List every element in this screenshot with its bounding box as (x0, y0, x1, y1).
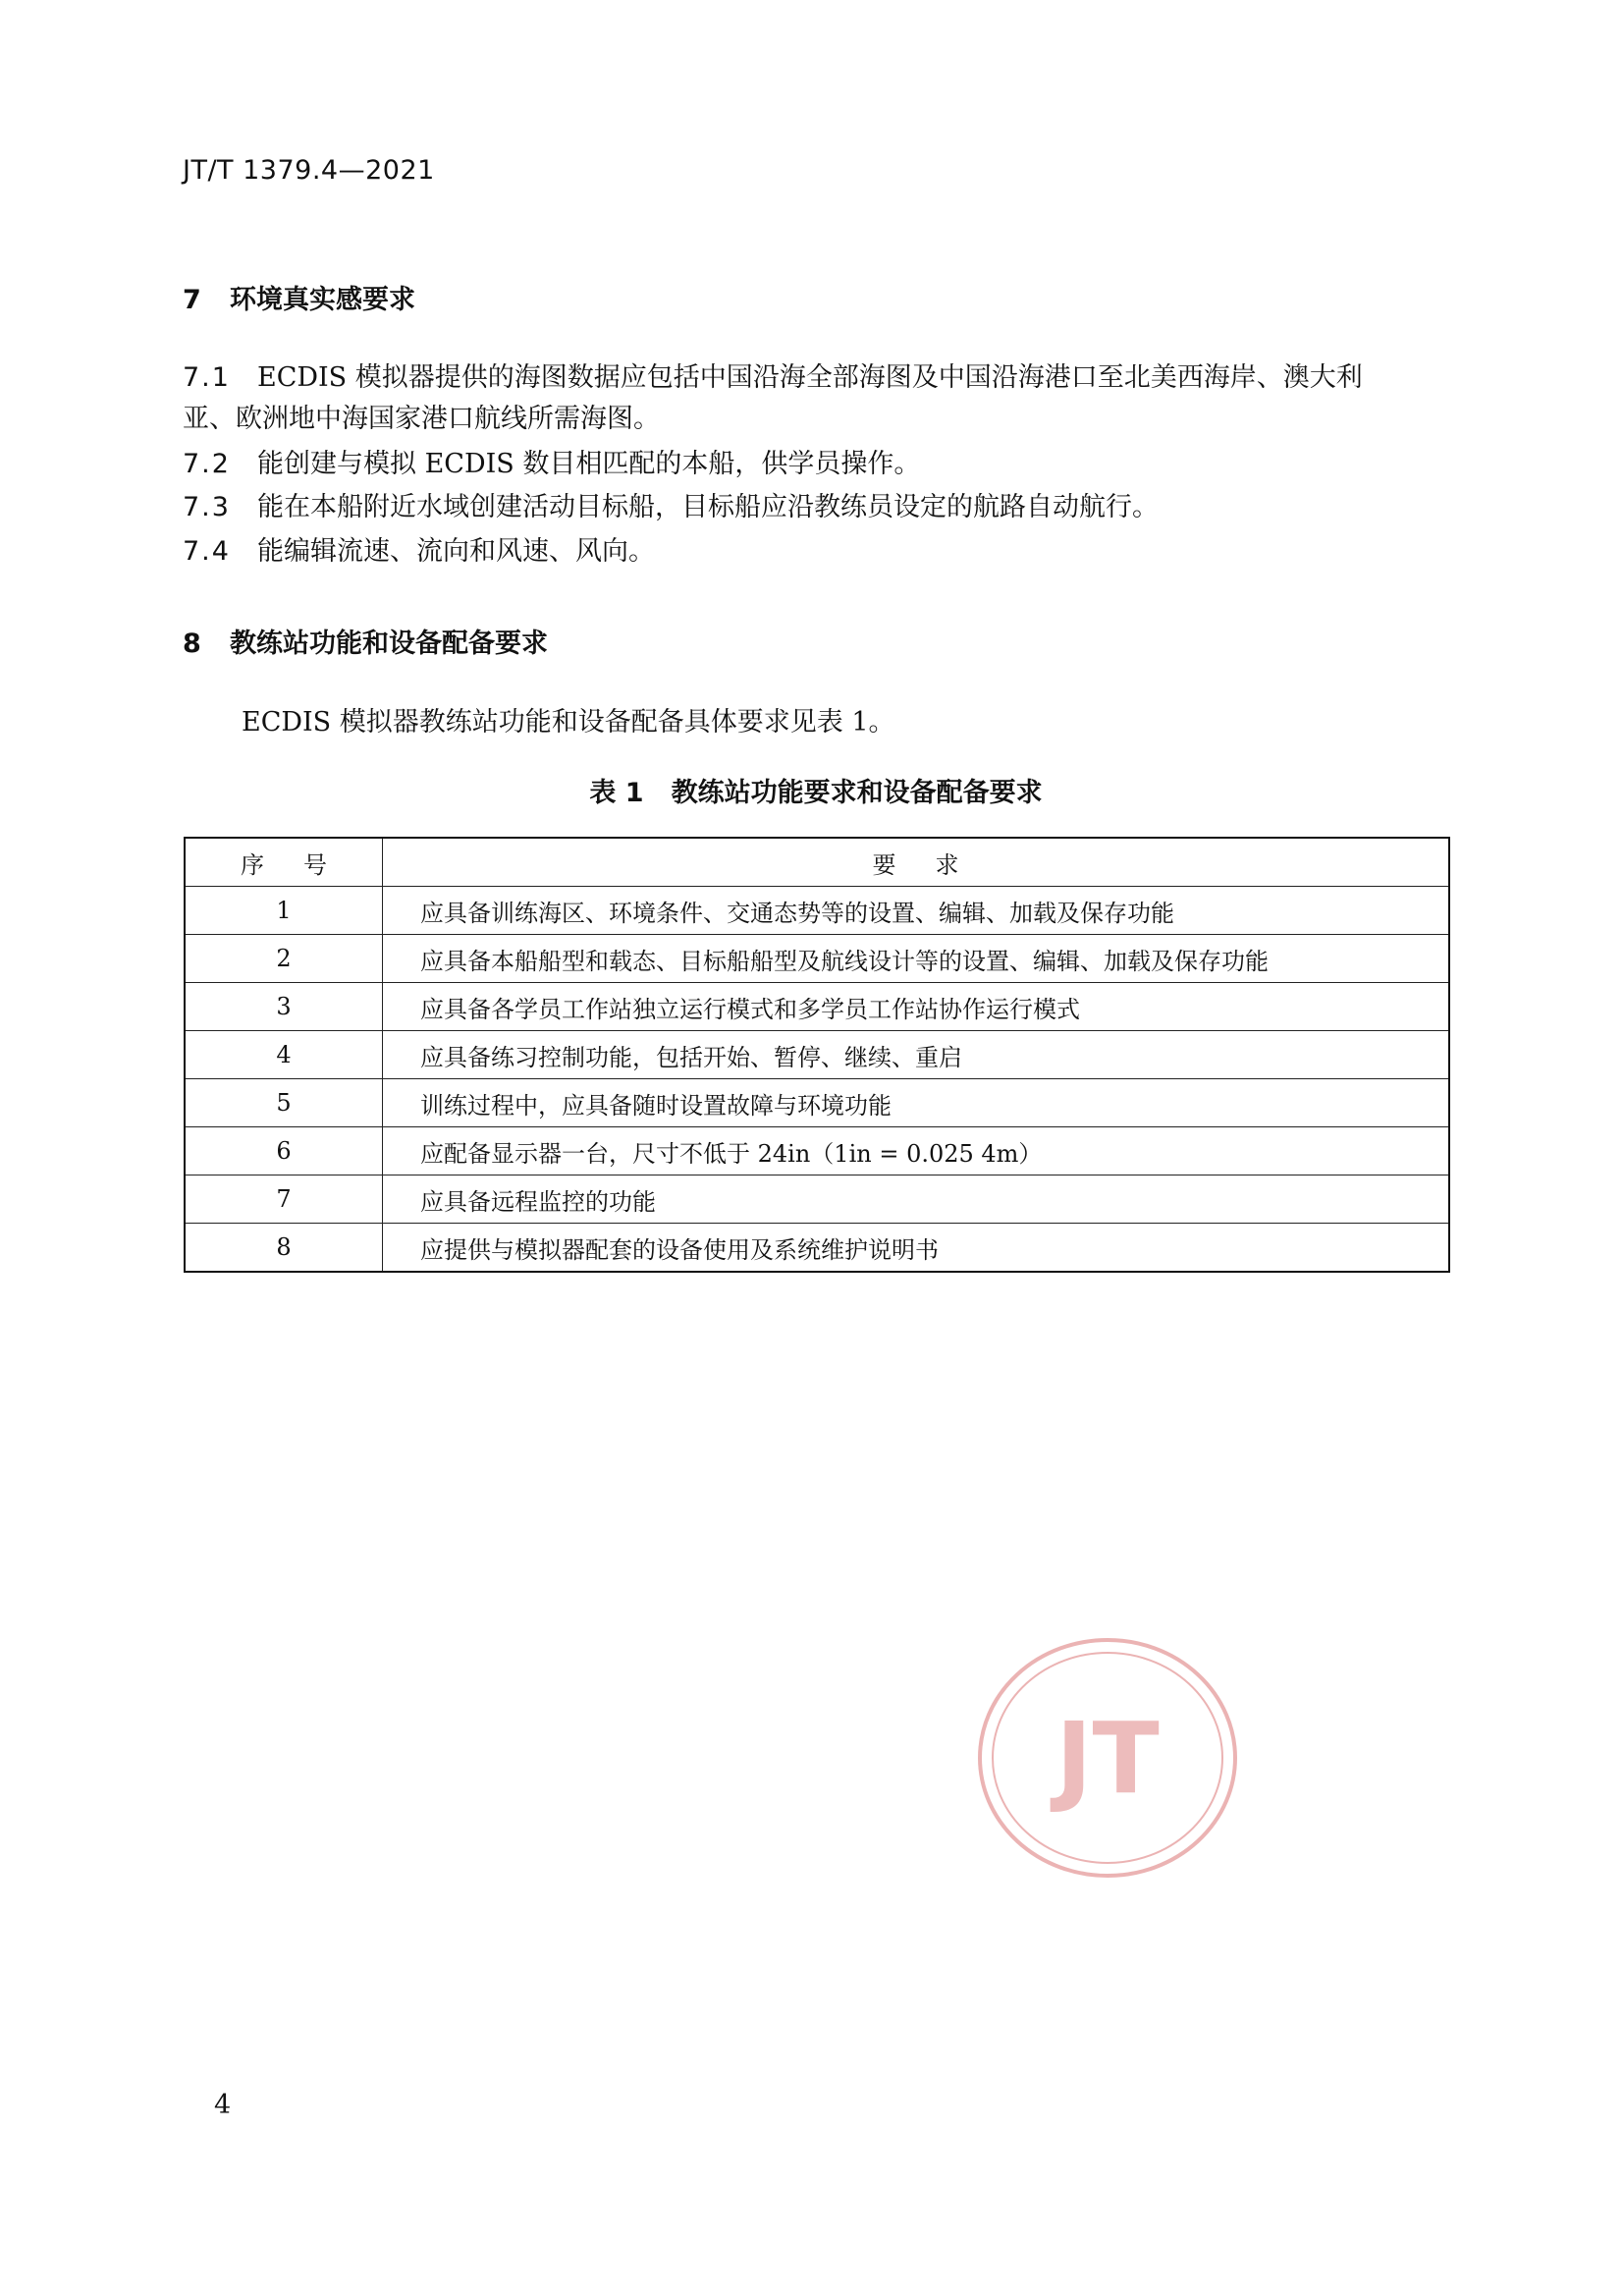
clause-text: 能编辑流速、流向和风速、风向。 (257, 536, 655, 567)
row-requirement: 应具备练习控制功能，包括开始、暂停、继续、重启 (383, 1031, 1450, 1079)
row-requirement: 应具备远程监控的功能 (383, 1175, 1450, 1224)
row-requirement: 应配备显示器一台，尺寸不低于 24in（1in = 0.025 4m） (383, 1127, 1450, 1175)
clause-7-1 (183, 357, 1449, 440)
clause-7-3 (183, 487, 1449, 528)
clause-number: 7.3 (183, 492, 231, 522)
table-row (185, 1224, 1449, 1273)
section-8-number: 8 (183, 629, 201, 659)
clause-text: ECDIS 模拟器提供的海图数据应包括中国沿海全部海图及中国沿海港口至北美西海岸、澳大利 (257, 362, 1363, 393)
jt-seal-watermark (975, 1635, 1240, 1881)
section-8-intro: ECDIS 模拟器教练站功能和设备配备具体要求见表 1。 (242, 707, 895, 738)
standard-code: JT/T 1379.4—2021 (183, 155, 435, 186)
section-8-heading (183, 622, 548, 660)
clause-text: 能创建与模拟 ECDIS 数目相匹配的本船，供学员操作。 (257, 449, 921, 479)
requirements-table (184, 837, 1450, 1273)
header-serial-number: 序号 (185, 838, 383, 887)
row-number: 4 (185, 1031, 383, 1079)
table-row (185, 887, 1449, 935)
row-requirement: 训练过程中，应具备随时设置故障与环境功能 (383, 1079, 1450, 1127)
row-number: 7 (185, 1175, 383, 1224)
table-row (185, 1127, 1449, 1175)
section-7-heading (183, 278, 415, 316)
clause-number: 7.4 (183, 536, 231, 567)
table-row (185, 1175, 1449, 1224)
section-7-number: 7 (183, 285, 201, 315)
table-caption-title: 教练站功能要求和设备配备要求 (671, 778, 1043, 808)
clause-7-4 (183, 531, 1449, 573)
row-number: 6 (185, 1127, 383, 1175)
row-requirement: 应具备本船船型和载态、目标船船型及航线设计等的设置、编辑、加载及保存功能 (383, 935, 1450, 983)
table-row (185, 983, 1449, 1031)
row-number: 2 (185, 935, 383, 983)
clause-text-continued: 亚、欧洲地中海国家港口航线所需海图。 (183, 404, 660, 434)
row-requirement: 应具备各学员工作站独立运行模式和多学员工作站协作运行模式 (383, 983, 1450, 1031)
row-requirement: 应提供与模拟器配套的设备使用及系统维护说明书 (383, 1224, 1450, 1273)
row-number: 1 (185, 887, 383, 935)
seal-text: JT (1055, 1701, 1160, 1816)
table-row (185, 1031, 1449, 1079)
table-header-row (185, 838, 1449, 887)
clause-7-2 (183, 444, 1449, 485)
table-row (185, 935, 1449, 983)
row-number: 3 (185, 983, 383, 1031)
row-number: 5 (185, 1079, 383, 1127)
clause-text: 能在本船附近水域创建活动目标船，目标船应沿教练员设定的航路自动航行。 (257, 492, 1159, 522)
table-caption (183, 771, 1449, 809)
clause-number: 7.1 (183, 362, 231, 393)
section-7-title: 环境真实感要求 (230, 285, 415, 315)
header-requirement: 要求 (383, 838, 1450, 887)
page-number: 4 (214, 2090, 232, 2120)
clause-number: 7.2 (183, 449, 231, 479)
table-row (185, 1079, 1449, 1127)
table-caption-number: 表 1 (589, 778, 644, 808)
row-requirement: 应具备训练海区、环境条件、交通态势等的设置、编辑、加载及保存功能 (383, 887, 1450, 935)
section-8-title: 教练站功能和设备配备要求 (230, 629, 548, 659)
row-number: 8 (185, 1224, 383, 1273)
